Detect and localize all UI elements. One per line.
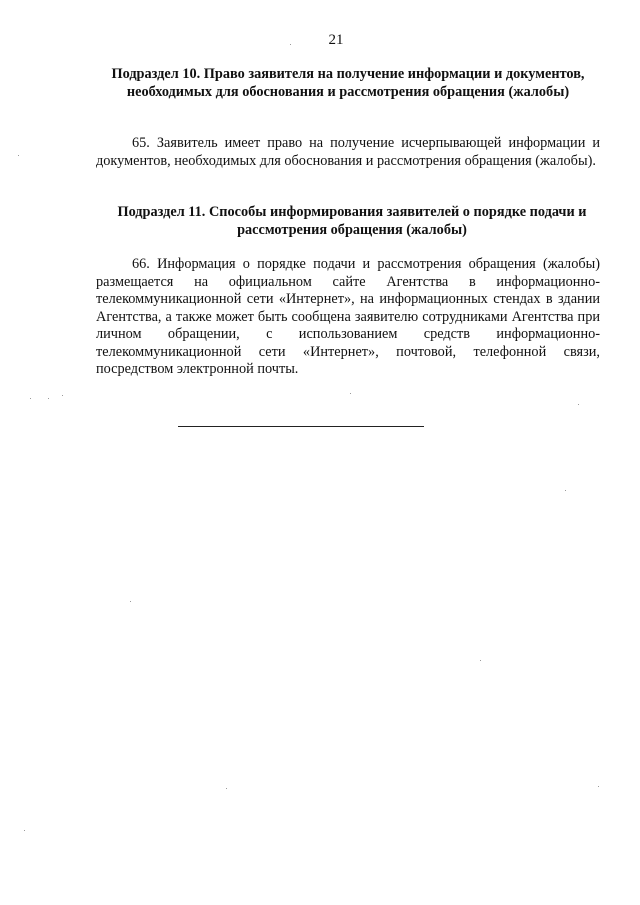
subsection-11-heading: Подраздел 11. Способы информирования заявителей о порядке подачи и рассмотрения обращения (жалобы) bbox=[117, 204, 587, 238]
scan-speck bbox=[598, 786, 599, 787]
subsection-10-heading: Подраздел 10. Право заявителя на получение информации и документов, необходимых для обоснования и рассмотрения обращения (жалобы) bbox=[111, 66, 585, 100]
scan-speck bbox=[18, 155, 19, 156]
end-of-text-rule bbox=[178, 426, 424, 427]
scan-speck bbox=[30, 398, 31, 399]
scan-speck bbox=[578, 404, 579, 405]
page-number: 21 bbox=[328, 32, 344, 48]
scan-speck bbox=[290, 44, 291, 45]
subsection-10-body bbox=[96, 135, 600, 170]
subsection-11-body bbox=[96, 256, 600, 379]
scan-speck bbox=[350, 393, 351, 394]
scan-speck bbox=[130, 601, 131, 602]
scan-speck bbox=[48, 398, 49, 399]
subsection-11-heading-block bbox=[110, 204, 594, 239]
paragraph-66: 66. Информация о порядке подачи и рассмотрения обращения (жалобы) размещается на официальном сайте Агентства в информационно-телекоммуникационной сети «Интернет», на информационных стендах в здании Агентства, а также может быть сообщена заявителю сотрудниками Агентства при личном обращении, с использованием средств информационно-телекоммуникационной сети «Интернет», почтовой, телефонной связи, посредством электронной почты. bbox=[96, 256, 600, 377]
scan-speck bbox=[565, 490, 566, 491]
paragraph-65: 65. Заявитель имеет право на получение исчерпывающей информации и документов, необходимых для обоснования и рассмотрения обращения (жалобы). bbox=[96, 135, 600, 169]
scan-speck bbox=[480, 660, 481, 661]
subsection-10-heading-block bbox=[96, 66, 600, 101]
scan-speck bbox=[226, 788, 227, 789]
scan-speck bbox=[62, 395, 63, 396]
scan-speck bbox=[24, 830, 25, 831]
